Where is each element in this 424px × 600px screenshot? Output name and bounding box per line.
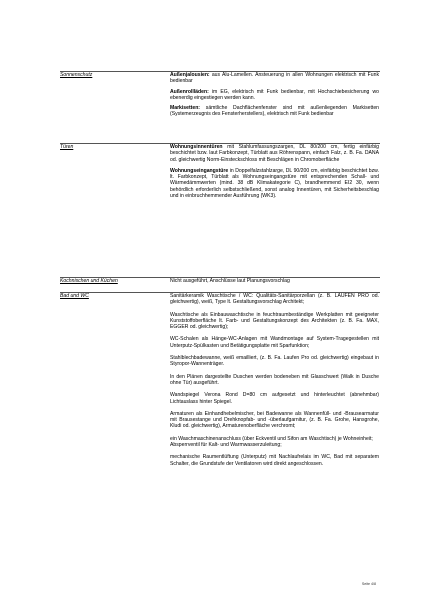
term: Wohnungseingangstüre bbox=[170, 167, 229, 174]
paragraph: Waschtische als Einbauwaschtische in feuchtraumbeständige Werkplatten mit geeigneter Kunststoffoberfläche lt. Farb- und Gestaltungskonzept des Architekten (z. B. Fa. MAX, EGGER od. gleichwertig); bbox=[170, 311, 379, 331]
section-label: Kochnischen und Küchen bbox=[60, 278, 118, 284]
paragraph bbox=[170, 144, 379, 163]
paragraph: Stahlblechbadewanne, weiß emailliert, (z. B. Fa. Laufen Pro od. gleichwertig) eingebaut in Styropor-Wannenträger. bbox=[170, 355, 379, 368]
page-number: Seite 4/8 bbox=[361, 582, 376, 586]
paragraph bbox=[170, 105, 379, 118]
term: Außenjalousien: bbox=[170, 72, 210, 78]
term: Markisetten: bbox=[170, 105, 201, 112]
term-text: aus Alu-Lamellen. Ansteuerung in allen Wohnungen elektrisch mit Funk bedienbar bbox=[170, 72, 379, 85]
paragraph: Wandspiegel Verona Rond D=80 cm aufgesetzt und hinterleuchtet (abnehmbar) Lichtauslass hinter Spiegel. bbox=[170, 392, 379, 405]
term-text: im EG, elektrisch mit Funk bedienbar, mit Hochschiebesicherung wo ebenerdig eingestiegen werden kann. bbox=[170, 88, 379, 101]
term: Außenrollläden: bbox=[170, 88, 209, 95]
term-text: mit Stahlumfassungszargen, DL 80/200 cm, fertig einfärbig beschichtet bzw. laut Farbkonzept, Türblatt aus Röhrenspann, einfach Falz, z. B. Fa. DANA od. gleichwertig Norm-Einsteckschloss mit Beschlägen in Chromoberfläche bbox=[170, 144, 379, 163]
section-content bbox=[170, 278, 379, 284]
section-label: Sonnenschutz bbox=[60, 72, 93, 78]
section-label: Bad und WC bbox=[60, 293, 89, 299]
term-text: sämtliche Dachflächenfenster sind mit außenliegenden Markisetten (Systemerzeugnis des Fensterherstellers), elektrisch mit Funk bedienbar bbox=[170, 105, 379, 118]
section-content bbox=[170, 293, 379, 467]
section-content bbox=[170, 72, 379, 118]
paragraph bbox=[170, 72, 379, 85]
paragraph: In den Plänen dargestellte Duschen werden bodeneben mit Glasschwert (Walk in Dusche ohne Tür) ausgeführt. bbox=[170, 373, 379, 386]
paragraph: mechanische Raumentlüftung (Unterputz) mit Nachlaufrelais im WC, Bad mit separatem Schalter, die Grundstufe der Ventilatoren wird direkt angeschlossen. bbox=[170, 454, 379, 467]
paragraph: ein Waschmaschinenanschluss (über Eckventil und Sifon am Waschtisch) je Wohneinheit; Absperrventil für Kalt- und Warmwasserzuleitung; bbox=[170, 435, 373, 449]
section-content bbox=[170, 144, 379, 199]
paragraph bbox=[170, 168, 379, 199]
paragraph: Armaturen als Einhandhebelmischer, bei Badewanne als Wannenfüll- und -Brausearmatur mit Brausestange und Drehknopfab- und -überlaufgarnitur, (z. B. Fa. Grohe, Hansgrohe, Kludi od. gleichwertig), Armaturenoberfläche verchromt; bbox=[170, 410, 379, 430]
paragraph: Nicht ausgeführt, Anschlüsse laut Planungsvorschlag bbox=[170, 278, 290, 284]
section-label: Türen bbox=[60, 144, 74, 150]
paragraph: WC-Schalen als Hänge-WC-Anlagen mit Wandmontage auf System-Tragegestellen mit Unterputz-Spülkasten und Betätigungsplatte mit Sparfunktion; bbox=[170, 336, 379, 349]
paragraph bbox=[170, 89, 379, 102]
term-text: in Doppelfalzstahlzarge, DL 90/200 cm, einfärbig beschichtet bzw. lt. Farbkonzept, Türblatt als Wohnungseingangstüre mit entsprechenden Schall- und Wärmedämmwerten (mind. 38 dB Klimakategorie C), brandhemmend EI2 30, wenn behördlich erforderlich selbstschließend, sonst analog Innentüren, mit Sicherheitsbeschlag und in einbruchhemmender Ausführung (WK3). bbox=[170, 167, 379, 200]
paragraph: Sanitärkeramik Waschtische / WC: Qualitäts-Sanitärporzellan (z. B. LAUFEN PRO od. gleichwertig), weiß, Type lt. Gestaltungsvorschlag Architekt; bbox=[170, 293, 379, 306]
term: Wohnungsinnentüren bbox=[170, 144, 223, 150]
